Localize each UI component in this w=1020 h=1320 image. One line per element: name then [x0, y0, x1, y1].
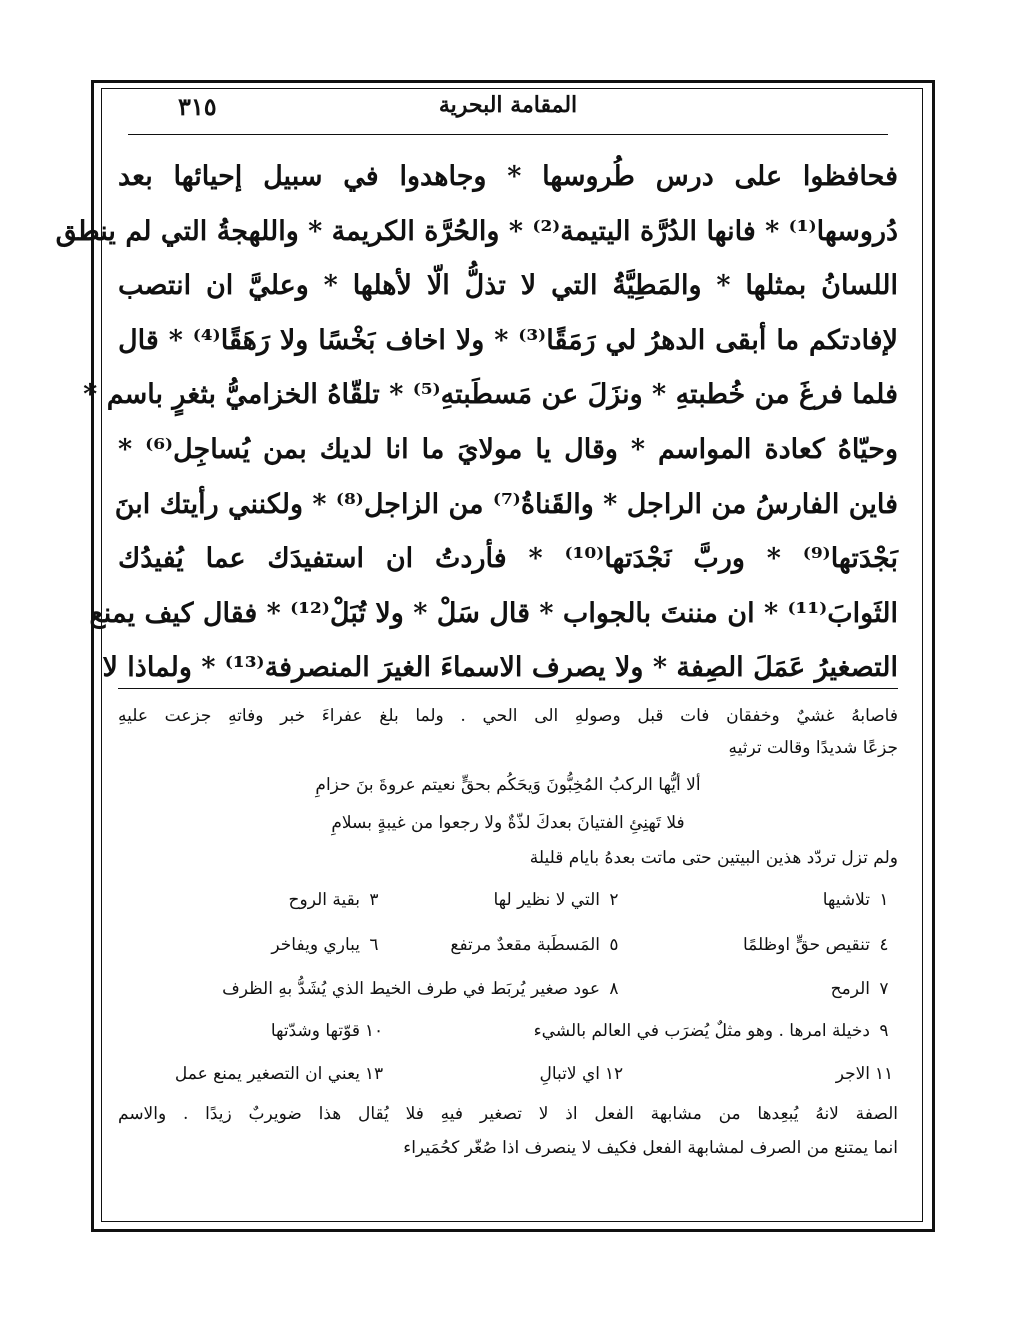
poem-verse: فلا تَهنِئِ الفتيانَ بعدكَ لذّةٌ ولا رجعوا من غيبةٍ بسلامِ [331, 813, 685, 833]
running-header [118, 92, 898, 128]
glossary-number: ٢ [609, 890, 619, 910]
glossary-entry [388, 1052, 628, 1097]
page [55, 88, 899, 1218]
glossary-number: ٧ [879, 979, 889, 999]
glossary-number: ٩ [879, 1021, 889, 1041]
footnote-divider [118, 688, 898, 689]
glossary-number: ٣ [369, 890, 379, 910]
glossary-number: ٨ [609, 979, 619, 999]
text-line: التصغيرُ عَمَلَ الصِفة * ولا يصرف الاسماءَ الغيرَ المنصرفة⁽¹³⁾ * ولماذا لا [102, 652, 898, 684]
glossary-text: يعني ان التصغير يمنع عمل [174, 1064, 360, 1084]
glossary-entry [628, 968, 898, 1010]
text-line: دُروسها⁽¹⁾ * فانها الدُرَّة اليتيمة⁽²⁾ * والحُرَّة الكريمة * واللهجةُ التي لم ينطق [55, 215, 898, 247]
glossary-row [118, 1010, 898, 1052]
glossary-text: بقية الروح [288, 890, 360, 910]
glossary-text: تنقيص حقٍّ اوظلمًا [742, 935, 870, 955]
glossary-entry [628, 878, 898, 923]
glossary-text: المَسطَبة مقعدٌ مرتفع [450, 935, 600, 955]
text-line: فحافظوا على درس طُروسها * وجاهدوا في سبيل إحيائها بعد [118, 161, 898, 192]
glossary-entry [388, 1010, 898, 1052]
text-line: وحيّاهُ كعادة المواسم * وقال يا مولايَ ما انا لديك بمن يُساجِل⁽⁶⁾ * [118, 433, 898, 465]
footnote-line: فاصابهُ غشيٌ وخفقان فات قبل وصولهِ الى الحي . ولما بلغ عفراءَ خبر وفاتهِ جزعت عليهِ [118, 706, 898, 726]
glossary-entry [118, 968, 628, 1010]
glossary-text: تلاشيها [822, 890, 870, 910]
glossary-entry [628, 1052, 898, 1097]
footnote-line: انما يمتنع من الصرف لمشابهة الفعل فكيف لا ينصرف اذا صُغّر كحُمَيراء [403, 1138, 898, 1158]
footnote-line: الصفة لانهُ يُبعِدها من مشابهة الفعل اذ لا تصغير فيهِ فلا يُقال هذا ضويربٌ زيدًا . والاسم [118, 1104, 898, 1124]
main-text [55, 150, 899, 696]
glossary-number: ١١ [874, 1064, 894, 1084]
glossary-row [118, 878, 898, 923]
text-line: الثَوابَ⁽¹¹⁾ * ان مننتَ بالجواب * قال سَلْ * ولا تُبَلْ⁽¹²⁾ * فقال كيف يمنع [89, 597, 898, 629]
glossary-text: التي لا نظير لها [493, 890, 600, 910]
text-line: فلما فرغَ من خُطبتهِ * ونزَلَ عن مَسطَبتهِ⁽⁵⁾ * تلقّاهُ الخزاميُّ بثغرٍ باسم * [83, 379, 898, 411]
glossary-entry [388, 923, 628, 968]
glossary-text: الرمح [830, 979, 870, 999]
glossary-text: اي لاتبالِ [539, 1064, 600, 1084]
text-line: فاين الفارسُ من الراجل * والقَناةُ⁽⁷⁾ من الزاجل⁽⁸⁾ * ولكنني رأيتك ابنَ [114, 488, 898, 520]
page-number: ٣١٥ [178, 92, 217, 121]
glossary-number: ٦ [369, 935, 379, 955]
glossary-text: قوّتها وشدّتها [270, 1021, 360, 1041]
glossary-continuation [118, 1097, 898, 1165]
footnote-line: ولم تزل تردّد هذين البيتين حتى ماتت بعدهُ بايام قليلة [529, 848, 898, 868]
glossary-number: ١٠ [364, 1021, 384, 1041]
poem-verse: ألا أيُّها الركبُ المُخِبُّونَ وَيحَكُم بحقٍّ نعيتم عروةَ بنَ حزامِ [315, 775, 701, 795]
poem [118, 766, 898, 842]
glossary-entry [118, 1052, 388, 1097]
glossary-number: ٥ [609, 935, 619, 955]
glossary-entry [118, 923, 388, 968]
footnotes [118, 700, 898, 1165]
glossary-row [118, 1052, 898, 1097]
glossary-text: يباري ويفاخر [271, 935, 360, 955]
text-line: اللسانُ بمثلها * والمَطِيَّةُ التي لا تذلُّ الّا لأهلها * وعليَّ ان انتصب [118, 270, 898, 302]
glossary-text: الاجر [835, 1064, 870, 1084]
glossary-number: ١ [879, 890, 889, 910]
glossary-text: عود صغير يُربَط في طرف الخيط الذي يُشَدُّ بهِ الظرف [222, 979, 600, 999]
glossary-entry [628, 923, 898, 968]
page-title: المقامة البحرية [438, 92, 578, 118]
glossary-text: دخيلة امرها . وهو مثلٌ يُضرَب في العالم بالشيء [533, 1021, 870, 1041]
header-rule [128, 134, 888, 135]
glossary-row [118, 923, 898, 968]
glossary-number: ١٢ [604, 1064, 624, 1084]
glossary-entry [388, 878, 628, 923]
glossary-entry [118, 878, 388, 923]
footnote-line: جزعًا شديدًا وقالت ترثيهِ [728, 738, 898, 758]
glossary-entry [118, 1010, 388, 1052]
glossary-row [118, 968, 898, 1010]
glossary-number: ٤ [879, 935, 889, 955]
glossary [118, 878, 898, 1097]
glossary-number: ١٣ [364, 1064, 384, 1084]
text-line: لإفادتكم ما أبقى الدهرُ لي رَمَقًا⁽³⁾ * ولا اخاف بَخْسًا ولا رَهَقًا⁽⁴⁾ * قال [118, 324, 898, 356]
text-line: بَجْدَتها⁽⁹⁾ * وربَّ نَجْدَتها⁽¹⁰⁾ * فأردتُ ان استفيدَك عما يُفيدُك [118, 543, 899, 575]
